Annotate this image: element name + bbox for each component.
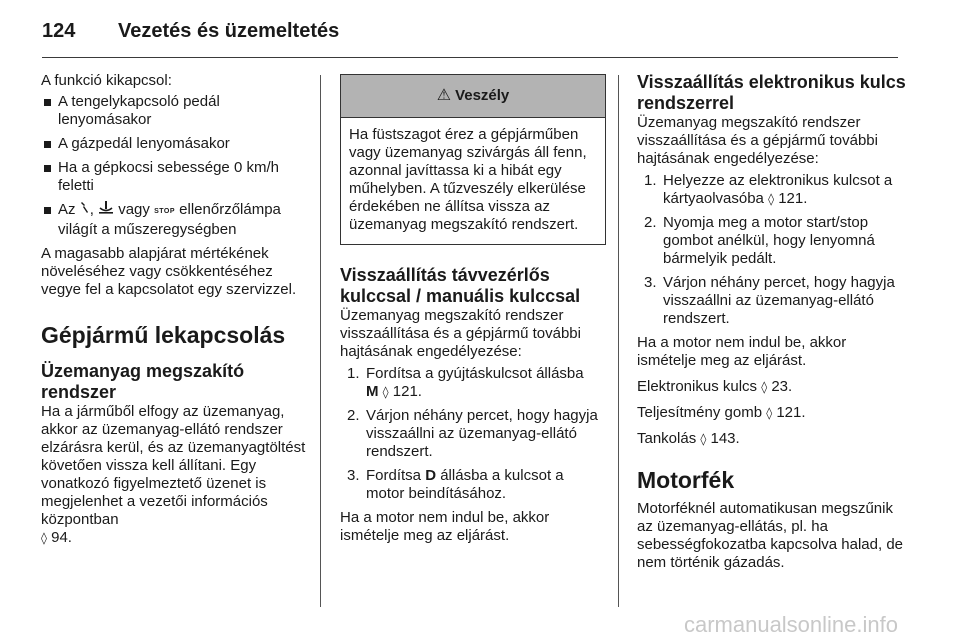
list-item: 2. Nyomja meg a motor start/stop gombot anélkül, hogy lenyomná bármelyik pedált. bbox=[644, 214, 875, 267]
cross-reference: Elektronikus kulcs ◊ 23. bbox=[637, 378, 793, 395]
outro-text: Ha a motor nem indul be, akkor ismételje meg az eljárást. bbox=[340, 509, 550, 544]
list-item: 3. Várjon néhány percet, hogy hagyja visszaállni az üzemanyag-ellátó rendszert. bbox=[644, 274, 895, 327]
page-reference: 121. bbox=[778, 190, 808, 207]
cutoff-text: Ha a járműből elfogy az üzemanyag, akkor az üzemanyag-ellátó rendszer elzárásra kerül, és az üzemanyagtöltést követően vissza kell állítani. Egy vonatkozó figyelmeztető üzenet is megjelenhet a vezetői információs központban ◊ 94. bbox=[41, 403, 306, 546]
list-item: A tengelykapcsoló pedál lenyomásakor bbox=[41, 93, 309, 129]
danger-box-body: Ha füstszagot érez a gépjárműben vagy üzemanyag szivárgás áll fenn, azonnal javíttassa ki a hibát egy műhelyben. A tűzveszély elkerülése érdekében ne állítsa vissza az üzemanyag megszakító rendszert. bbox=[349, 126, 587, 233]
column-divider bbox=[320, 75, 321, 607]
list-item: Az , vagy STOP ellenőrzőlámpa világít a műszeregységben bbox=[41, 201, 309, 239]
list-item: Ha a gépkocsi sebessége 0 km/h feletti bbox=[41, 159, 309, 195]
deactivation-list bbox=[41, 93, 309, 239]
engine-brake-text: Motorféknél automatikusan megszűnik az üzemanyag-ellátás, pl. ha sebességfokozatba kapcsolva halad, de nem történik gázadás. bbox=[637, 500, 904, 571]
section-heading: Motorfék bbox=[637, 467, 735, 493]
page-header bbox=[42, 20, 339, 43]
list-item: 1. Fordítsa a gyújtáskulcsot állásba M ◊ 121. bbox=[347, 365, 584, 400]
column-right bbox=[637, 72, 909, 572]
reset-steps-list bbox=[637, 172, 909, 328]
page-reference: 121. bbox=[392, 383, 422, 400]
column-left bbox=[41, 72, 309, 547]
reference-icon: ◊ bbox=[768, 192, 775, 206]
list-item: A gázpedál lenyomásakor bbox=[41, 135, 309, 153]
cross-reference: Teljesítmény gomb ◊ 121. bbox=[637, 404, 806, 421]
list-item: 1. Helyezze az elektronikus kulcsot a kártyaolvasóba ◊ 121. bbox=[644, 172, 893, 207]
column-divider bbox=[618, 75, 619, 607]
reference-icon: ◊ bbox=[700, 432, 707, 446]
battery-charge-icon bbox=[98, 201, 114, 219]
reset-steps-list bbox=[340, 365, 606, 503]
warning-triangle-icon: ⚠ bbox=[436, 87, 452, 104]
header-rule bbox=[42, 57, 898, 58]
reference-icon: ◊ bbox=[761, 380, 768, 394]
danger-box-title: ⚠ Veszély bbox=[341, 75, 605, 118]
page-title: Vezetés és üzemeltetés bbox=[118, 20, 340, 42]
list-item: 3. Fordítsa D állásba a kulcsot a motor beindításához. bbox=[347, 467, 564, 502]
danger-box bbox=[340, 74, 606, 245]
watermark: carmanualsonline.info bbox=[683, 612, 898, 637]
intro-text: Üzemanyag megszakító rendszer visszaállítása és a gépjármű további hajtásának engedélyezése: bbox=[637, 114, 878, 167]
reference-icon: ◊ bbox=[766, 406, 773, 420]
idle-speed-text: A magasabb alapjárat mértékének növeléséhez vagy csökkentéséhez vegye fel a kapcsolatot egy szervizzel. bbox=[41, 245, 297, 298]
column-middle bbox=[340, 72, 606, 545]
wrench-warning-icon bbox=[80, 201, 90, 219]
subsection-heading: Visszaállítás távvezérlős kulccsal / manuális kulccsal bbox=[340, 265, 581, 306]
page-reference: 94. bbox=[51, 529, 72, 546]
reference-icon: ◊ bbox=[382, 385, 389, 399]
cross-reference: Tankolás ◊ 143. bbox=[637, 430, 740, 447]
subsection-heading: Üzemanyag megszakító rendszer bbox=[41, 361, 245, 402]
section-heading: Gépjármű lekapcsolás bbox=[41, 322, 286, 348]
reference-icon: ◊ bbox=[41, 531, 47, 545]
list-item: 2. Várjon néhány percet, hogy hagyja visszaállni az üzemanyag-ellátó rendszert. bbox=[347, 407, 598, 460]
outro-text: Ha a motor nem indul be, akkor ismételje meg az eljárást. bbox=[637, 334, 847, 369]
intro-text: A funkció kikapcsol: bbox=[41, 72, 172, 89]
subsection-heading: Visszaállítás elektronikus kulcs rendszerrel bbox=[637, 72, 906, 113]
intro-text: Üzemanyag megszakító rendszer visszaállítása és a gépjármű további hajtásának engedélyezése: bbox=[340, 307, 581, 360]
page-number: 124 bbox=[42, 20, 76, 42]
stop-indicator: STOP bbox=[154, 208, 175, 215]
